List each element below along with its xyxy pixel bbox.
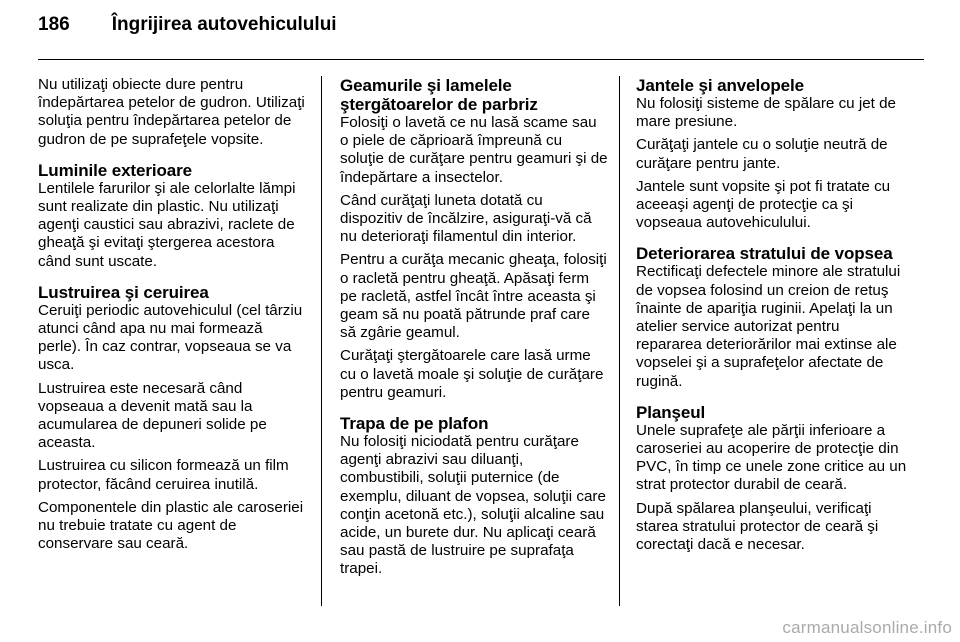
paragraph: Lentilele farurilor şi ale celorlalte lămpi sunt realizate din plastic. Nu utilizaţi agenţi caustici sau abrazivi, raclete de gheaţă şi evitaţi ştergerea acestora când sunt uscate. [38, 179, 296, 270]
section-heading: Jantele şi anvelopele [636, 76, 804, 95]
paragraph: Pentru a curăţa mecanic gheaţa, folosiţi o racletă pentru gheaţă. Apăsaţi ferm pe racletă, astfel încât între aceasta şi geam să nu poată pătrunde praf care să zgârie geamul. [340, 251, 607, 342]
paragraph: Lustruirea este necesară când vopseaua a devenit mată sau la acumularea de depuneri solide pe aceasta. [38, 379, 267, 452]
paragraph: Componentele din plastic ale caroseriei nu trebuie tratate cu agent de conservare sau ceară. [38, 498, 304, 553]
section-sunroof [340, 414, 608, 579]
paragraph: Nu folosiţi sisteme de spălare cu jet de mare presiune. [636, 95, 897, 131]
paragraph: Nu folosiţi niciodată pentru curăţare agenţi abrazivi sau diluanţi, combustibili, soluţii puternice (de exemplu, diluant de vopsea, soluţii care conţin acetonă etc.), soluţii alcaline sau acide, un burete dur. Nu aplicaţi ceară sau pastă de lustruire pe suprafaţa trapei. [340, 433, 606, 578]
page-header [38, 14, 337, 50]
section-exterior-lights [38, 161, 306, 271]
section-paint-damage [636, 244, 908, 390]
watermark: carmanualsonline.info [782, 618, 952, 637]
column-3 [636, 76, 908, 559]
paragraph: Lustruirea cu silicon formează un film protector, făcând ceruirea inutilă. [38, 457, 289, 493]
header-rule [38, 59, 924, 60]
section-wheels-tyres [636, 76, 908, 232]
section-heading: Geamurile şi lamelele ştergătoarelor de parbriz [340, 76, 538, 114]
page-title: Îngrijirea autovehiculului [111, 14, 337, 35]
page-number: 186 [38, 14, 70, 35]
section-heading: Lustruirea şi ceruirea [38, 282, 209, 302]
paragraph: După spălarea planşeului, verificaţi starea stratului protector de ceară şi corectaţi dacă e necesar. [636, 499, 879, 554]
paragraph: Curăţaţi jantele cu o soluţie neutră de curăţare pentru jante. [636, 136, 888, 172]
section-heading: Luminile exterioare [38, 160, 192, 180]
column-divider [321, 76, 322, 606]
section-heading: Trapa de pe plafon [340, 414, 489, 434]
paragraph: Ceruiţi periodic autovehiculul (cel târziu atunci când apa nu mai formează perle). În caz contrar, vopseaua se va usca. [38, 301, 303, 374]
paragraph: Jantele sunt vopsite şi pot fi tratate cu aceeaşi agenţi de protecţie ca şi vopseaua autovehiculului. [636, 177, 891, 232]
section-windows-wipers [340, 76, 608, 402]
section-heading: Deteriorarea stratului de vopsea [636, 244, 893, 264]
section-polishing-waxing [38, 283, 306, 554]
section-underbody [636, 403, 908, 554]
section-heading: Planşeul [636, 402, 706, 422]
column-2 [340, 76, 608, 584]
paragraph: Folosiţi o lavetă ce nu lasă scame sau o piele de căprioară împreună cu soluţie de curăţare pentru geamuri şi de îndepărtare a insectelor. [340, 114, 608, 186]
column-divider [619, 76, 620, 606]
paragraph: Când curăţaţi luneta dotată cu dispozitiv de încălzire, asiguraţi-vă că nu deterioraţi filamentul din interior. [340, 191, 592, 246]
intro-paragraph: Nu utilizaţi obiecte dure pentru îndepărtarea petelor de gudron. Utilizaţi soluţia pentru îndepărtarea petelor de gudron de pe suprafeţele vopsite. [38, 76, 305, 148]
column-1 [38, 76, 306, 558]
paragraph: Curăţaţi ştergătoarele care lasă urme cu o lavetă moale şi soluţie de curăţare pentru geamuri. [340, 347, 604, 401]
paragraph: Unele suprafeţe ale părţii inferioare a caroseriei au acoperire de protecţie din PVC, în timp ce unele zone critice au un strat protector durabil de ceară. [636, 421, 907, 494]
paragraph: Rectificaţi defectele minore ale stratului de vopsea folosind un creion de retuş înainte de apariţia ruginii. Apelaţi la un atelier service autorizat pentru repararea deteriorărilor mai extinse ale vopselei şi a suprafeţelor afectate de rugină. [636, 263, 901, 390]
